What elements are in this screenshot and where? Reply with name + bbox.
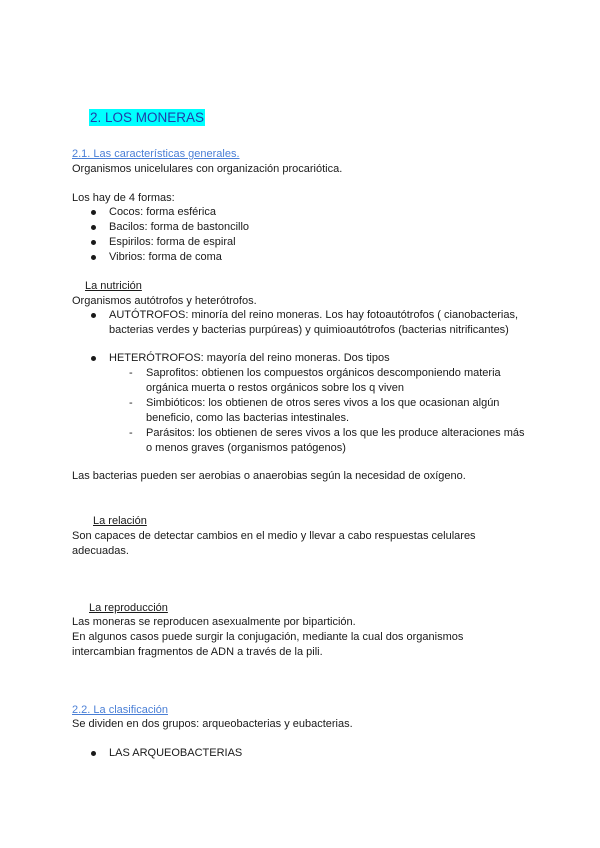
list-item: LAS ARQUEOBACTERIAS — [89, 746, 242, 761]
list-item: Cocos: forma esférica — [89, 205, 249, 220]
paragraph: adecuadas. — [72, 545, 129, 557]
sublist-item: - Saprofitos: obtienen los compuestos orgánicos descomponiendo materia orgánica muerta o restos orgánicos sobre los q viven — [129, 366, 525, 396]
section-title: 2. LOS MONERAS — [90, 110, 205, 125]
heading-relacion: La relación — [93, 515, 147, 527]
forms-list — [89, 205, 249, 265]
list-item: Espirilos: forma de espiral — [89, 235, 249, 250]
paragraph: Las bacterias pueden ser aerobias o anaerobias según la necesidad de oxígeno. — [72, 470, 466, 482]
list-item — [89, 308, 518, 338]
paragraph: En algunos casos puede surgir la conjugación, mediante la cual dos organismos — [72, 631, 464, 643]
list-item-text: AUTÓTROFOS: minoría del reino moneras. Los hay fotoautótrofos ( cianobacterias, — [109, 309, 519, 321]
paragraph: Se dividen en dos grupos: arqueobacterias y eubacterias. — [72, 718, 353, 730]
heterotrofos-sublist — [129, 366, 525, 456]
paragraph: Los hay de 4 formas: — [72, 192, 175, 204]
clasificacion-list — [89, 746, 242, 761]
list-item: HETERÓTROFOS: mayoría del reino moneras. Dos tipos — [89, 351, 390, 366]
heading-nutricion: La nutrición — [85, 280, 142, 292]
list-item: Bacilos: forma de bastoncillo — [89, 220, 249, 235]
heterotrofos-list — [89, 351, 390, 366]
autotrofos-list — [89, 308, 518, 338]
heading-reproduccion: La reproducción — [89, 602, 168, 614]
heading-caracteristicas[interactable]: 2.1. Las características generales. — [72, 148, 240, 160]
list-item: Vibrios: forma de coma — [89, 250, 249, 265]
paragraph: Organismos unicelulares con organización procariótica. — [72, 163, 343, 175]
paragraph: Las moneras se reproducen asexualmente por bipartición. — [72, 616, 356, 628]
sublist-item: - Simbióticos: los obtienen de otros seres vivos a los que ocasionan algún beneficio, como las bacterias intestinales. — [129, 396, 525, 426]
paragraph: intercambian fragmentos de ADN a través de la pili. — [72, 646, 323, 658]
paragraph: Son capaces de detectar cambios en el medio y llevar a cabo respuestas celulares — [72, 530, 476, 542]
sublist-item: - Parásitos: los obtienen de seres vivos a los que les produce alteraciones más o menos graves (organismos patógenos) — [129, 426, 525, 456]
heading-clasificacion[interactable]: 2.2. La clasificación — [72, 704, 168, 716]
paragraph: Organismos autótrofos y heterótrofos. — [72, 295, 257, 307]
list-item-text: bacterias verdes y bacterias purpúreas) y quimioautótrofos (bacterias nitrificantes) — [109, 324, 509, 336]
